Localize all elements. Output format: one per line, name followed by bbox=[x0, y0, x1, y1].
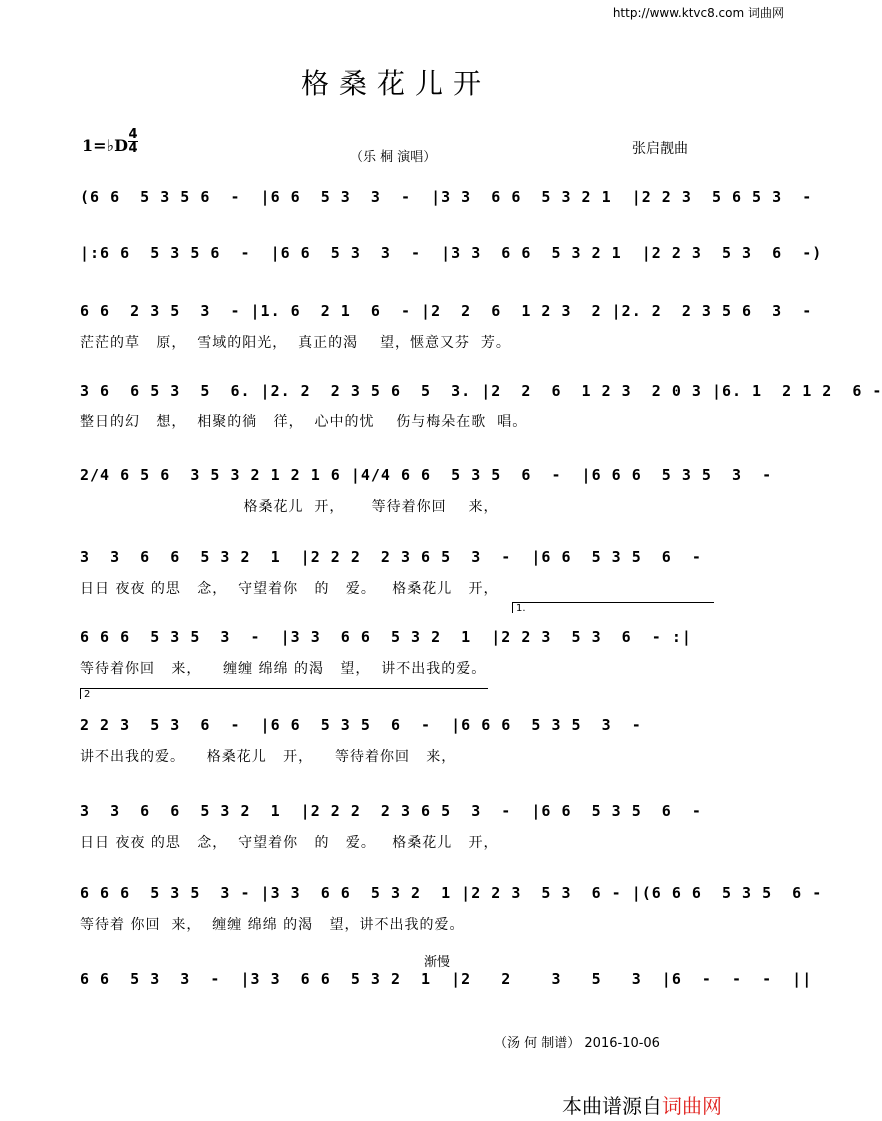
source-banner[interactable] bbox=[562, 1090, 722, 1119]
volta-2: 2 bbox=[80, 688, 488, 699]
score-line-7 bbox=[80, 628, 720, 654]
score-line-4 bbox=[80, 382, 882, 408]
score-line-5 bbox=[80, 466, 783, 492]
score-line-2 bbox=[80, 244, 833, 270]
notes: 6 6 6 5 3 5 3 - |3 3 6 6 5 3 2 1 |2 2 3 5 3 6 - |(6 6 6 5 3 5 6 - bbox=[80, 884, 823, 902]
lyric-line-10: 等待着 你回 来， 缠缠 绵绵 的渴 望，讲不出我的爱。 bbox=[80, 917, 465, 933]
lyric-line-5: 格桑花儿 开， 等待着你回 来， bbox=[80, 499, 499, 515]
site-url[interactable]: http://www.ktvc8.com 词曲网 bbox=[612, 6, 784, 20]
notes: 6 6 2 3 5 3 - |1. 6 2 1 6 - |2 2 6 1 2 3 2 |2. 2 2 3 5 6 3 - bbox=[80, 302, 813, 320]
score-line-8 bbox=[80, 716, 720, 742]
song-title: 格桑花儿开 bbox=[300, 67, 491, 100]
lyric-line-4: 整日的幻 想， 相聚的徜 徉， 心中的忧 伤与梅朵在歌 唱。 bbox=[80, 414, 528, 430]
key-signature: 1=♭D bbox=[82, 136, 128, 155]
score-line-3 bbox=[80, 302, 813, 328]
notes: 3 3 6 6 5 3 2 1 |2 2 2 2 3 6 5 3 - |6 6 5 3 5 6 - bbox=[80, 802, 712, 820]
notes: (6 6 5 3 5 6 - |6 6 5 3 3 - |3 3 6 6 5 3 2 1 |2 2 3 5 6 5 3 - bbox=[80, 188, 823, 206]
lyric-line-3: 茫茫的草 原， 雪域的阳光， 真正的渴 望，惬意又芬 芳。 bbox=[80, 335, 511, 351]
score-line-6 bbox=[80, 548, 720, 574]
lyric-line-9: 日日 夜夜 的思 念， 守望着你 的 爱。 格桑花儿 开， bbox=[80, 835, 499, 851]
lyric-line-7: 等待着你回 来， 缠缠 绵绵 的渴 望， 讲不出我的爱。 bbox=[80, 661, 487, 677]
source-site-name[interactable]: 词曲网 bbox=[662, 1094, 722, 1118]
notes: |:6 6 5 3 5 6 - |6 6 5 3 3 - |3 3 6 6 5 3 2 1 |2 2 3 5 3 6 -) bbox=[80, 244, 833, 262]
time-numerator: 4 bbox=[128, 127, 138, 142]
score-line-11 bbox=[80, 970, 813, 996]
score-line-10 bbox=[80, 884, 823, 910]
lyric-line-6: 日日 夜夜 的思 念， 守望着你 的 爱。 格桑花儿 开， bbox=[80, 581, 499, 597]
ritardando-marking: 渐慢 bbox=[424, 955, 451, 970]
notes: 6 6 6 5 3 5 3 - |3 3 6 6 5 3 2 1 |2 2 3 5 3 6 - :| bbox=[80, 628, 692, 646]
notes: 3 6 6 5 3 5 6. |2. 2 2 3 5 6 5 3. |2 2 6 1 2 3 2 0 3 |6. 1 2 1 2 6 - bbox=[80, 382, 882, 400]
transcriber-credit: （汤 何 制谱） 2016-10-06 bbox=[494, 1036, 660, 1051]
score-line-1 bbox=[80, 188, 823, 214]
time-denominator: 4 bbox=[128, 141, 138, 156]
performer: （乐 桐 演唱） bbox=[350, 150, 437, 165]
composer: 张启靓曲 bbox=[632, 141, 688, 157]
notes: 2 2 3 5 3 6 - |6 6 5 3 5 6 - |6 6 6 5 3 5 3 - bbox=[80, 716, 652, 734]
source-text: 本曲谱源自 bbox=[562, 1094, 662, 1118]
score-line-9 bbox=[80, 802, 720, 828]
notes: 2/4 6 5 6 3 5 3 2 1 2 1 6 |4/4 6 6 5 3 5 6 - |6 6 6 5 3 5 3 - bbox=[80, 466, 783, 484]
notes: 3 3 6 6 5 3 2 1 |2 2 2 2 3 6 5 3 - |6 6 5 3 5 6 - bbox=[80, 548, 712, 566]
time-signature bbox=[128, 128, 138, 155]
lyric-line-8: 讲不出我的爱。 格桑花儿 开， 等待着你回 来， bbox=[80, 749, 457, 765]
notes: 6 6 5 3 3 - |3 3 6 6 5 3 2 1 |2 2 3 5 3 |6 - - - || bbox=[80, 970, 813, 988]
volta-1: 1. bbox=[512, 602, 714, 613]
